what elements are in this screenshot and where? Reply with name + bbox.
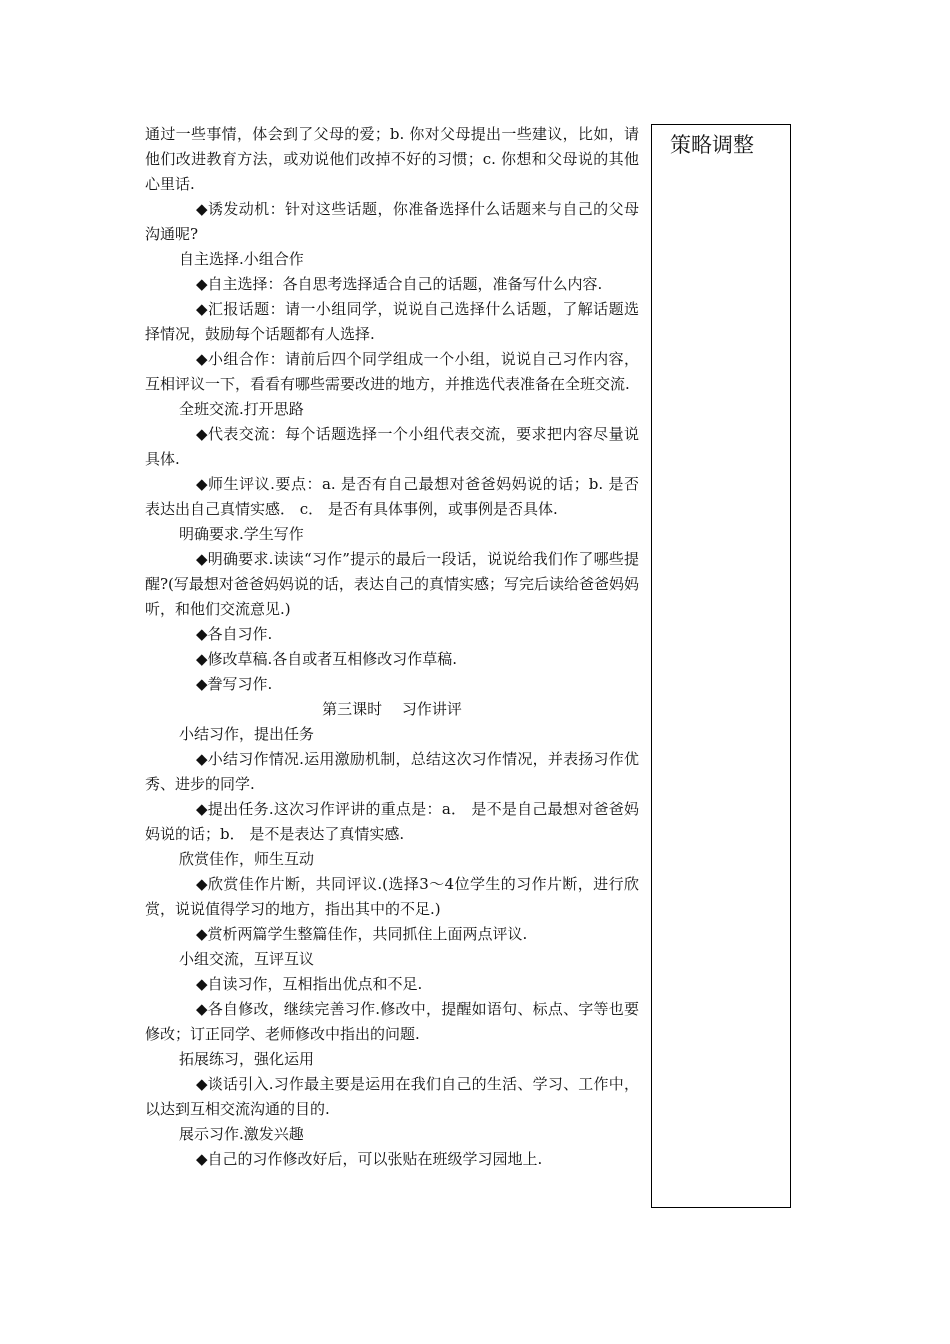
paragraph: ◆师生评议.要点：a. 是否有自己最想对爸爸妈妈说的话；b. 是否表达出自己真情实感． c． 是否有具体事例，或事例是否具体.	[145, 475, 639, 518]
paragraph: 通过一些事情，体会到了父母的爱；b. 你对父母提出一些建议，比如，请他们改进教育方法，或劝说他们改掉不好的习惯；c. 你想和父母说的其他心里话.	[145, 125, 639, 193]
lesson-plan-content	[145, 122, 639, 1172]
paragraph: ◆自己的习作修改好后，可以张贴在班级学习园地上.	[196, 1150, 543, 1168]
paragraph: ◆修改草稿.各自或者互相修改习作草稿.	[196, 650, 458, 668]
paragraph: ◆小组合作：请前后四个同学组成一个小组，说说自己习作内容，互相评议一下，看看有哪些需要改进的地方，并推选代表准备在全班交流.	[145, 350, 639, 393]
paragraph: ◆谈话引入.习作最主要是运用在我们自己的生活、学习、工作中，以达到互相交流沟通的目的.	[145, 1075, 639, 1118]
section-heading: 全班交流.打开思路	[179, 400, 304, 418]
paragraph: ◆欣赏佳作片断，共同评议.(选择3～4位学生的习作片断，进行欣赏，说说值得学习的地方，指出其中的不足.)	[145, 875, 639, 918]
section-heading: 展示习作.激发兴趣	[179, 1125, 304, 1143]
section-heading: 小组交流，互评互议	[179, 950, 315, 968]
paragraph: ◆诱发动机：针对这些话题，你准备选择什么话题来与自己的父母沟通呢?	[145, 200, 639, 243]
paragraph: ◆明确要求.读读“习作”提示的最后一段话，说说给我们作了哪些提醒?(写最想对爸爸妈妈说的话，表达自己的真情实感；写完后读给爸爸妈妈听，和他们交流意见.)	[145, 550, 639, 618]
lesson-heading: 第三课时 习作讲评	[322, 700, 462, 718]
strategy-adjustment-column	[651, 124, 791, 1208]
paragraph: ◆各自修改，继续完善习作.修改中，提醒如语句、标点、字等也要修改；订正同学、老师修改中指出的问题.	[145, 1000, 639, 1043]
section-heading: 自主选择.小组合作	[179, 250, 304, 268]
paragraph: ◆自主选择：各自思考选择适合自己的话题，准备写什么内容.	[196, 275, 603, 293]
paragraph: ◆赏析两篇学生整篇佳作，共同抓住上面两点评议.	[196, 925, 528, 943]
paragraph: ◆誊写习作.	[196, 675, 273, 693]
paragraph: ◆各自习作.	[196, 625, 273, 643]
paragraph: ◆小结习作情况.运用激励机制，总结这次习作情况，并表扬习作优秀、进步的同学.	[145, 750, 639, 793]
section-heading: 拓展练习，强化运用	[179, 1050, 315, 1068]
paragraph: ◆自读习作，互相指出优点和不足.	[196, 975, 423, 993]
paragraph: ◆汇报话题：请一小组同学，说说自己选择什么话题，了解话题选择情况，鼓励每个话题都有人选择.	[145, 300, 639, 343]
strategy-adjustment-title: 策略调整	[670, 133, 754, 157]
section-heading: 明确要求.学生写作	[179, 525, 304, 543]
paragraph: ◆代表交流：每个话题选择一个小组代表交流，要求把内容尽量说具体.	[145, 425, 639, 468]
section-heading: 小结习作，提出任务	[179, 725, 315, 743]
section-heading: 欣赏佳作，师生互动	[179, 850, 315, 868]
paragraph: ◆提出任务.这次习作评讲的重点是：a． 是不是自己最想对爸爸妈妈说的话；b． 是不是表达了真情实感.	[145, 800, 639, 843]
